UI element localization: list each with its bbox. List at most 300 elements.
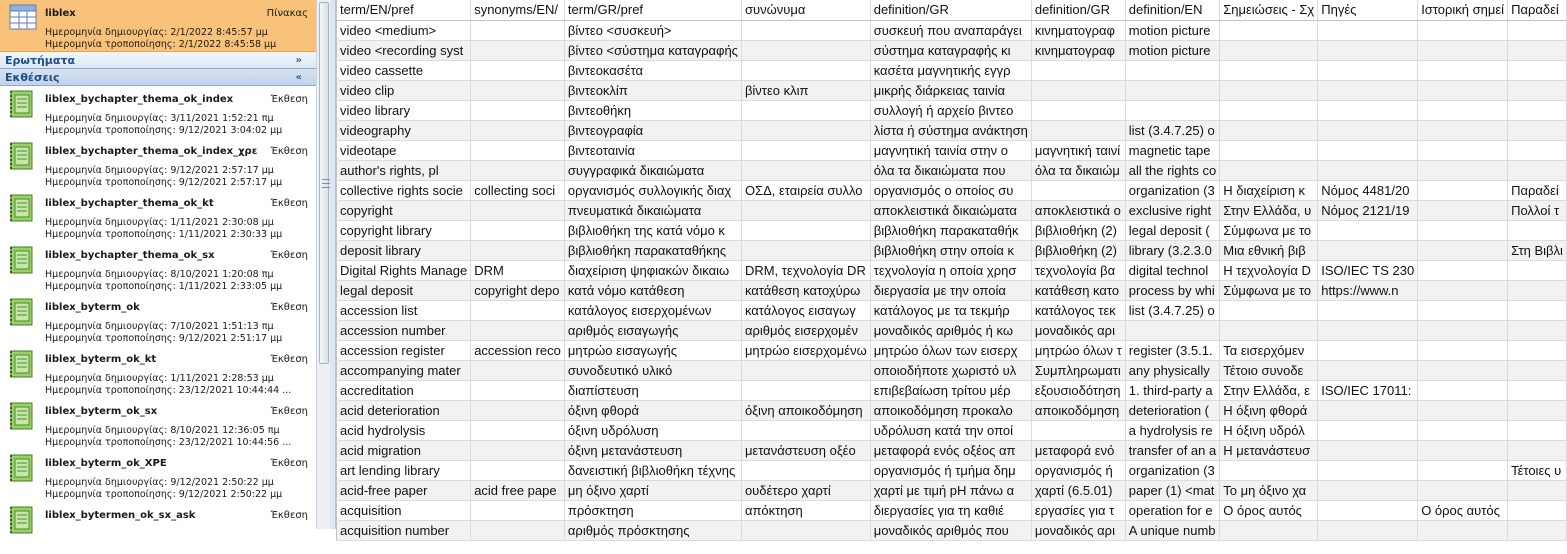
table-cell[interactable]: Το μη όξινο χα [1220, 480, 1318, 500]
table-cell[interactable]: μετανάστευση οξέο [741, 440, 870, 460]
table-cell[interactable]: acid migration [337, 440, 471, 460]
table-cell[interactable]: πνευματικά δικαιώματα [564, 200, 741, 220]
table-cell[interactable] [1318, 360, 1418, 380]
table-cell[interactable] [1508, 300, 1567, 320]
table-cell[interactable]: Η όξινη υδρόλ [1220, 420, 1318, 440]
table-cell[interactable]: αριθμός εισερχομέν [741, 320, 870, 340]
table-cell[interactable]: λίστα ή σύστημα ανάκτηση [870, 120, 1031, 140]
table-row[interactable] [336, 220, 1566, 240]
table-cell[interactable] [471, 420, 565, 440]
table-cell[interactable]: βίντεο <σύστημα καταγραφής [564, 40, 741, 60]
table-cell[interactable]: acid deterioration [337, 400, 471, 420]
table-cell[interactable] [471, 80, 565, 100]
table-cell[interactable] [1418, 280, 1508, 300]
table-row[interactable] [336, 300, 1566, 320]
table-cell[interactable] [1318, 420, 1418, 440]
table-cell[interactable]: video <medium> [337, 20, 471, 40]
table-cell[interactable] [1220, 460, 1318, 480]
table-cell[interactable] [1418, 480, 1508, 500]
table-cell[interactable]: organization (3 [1125, 180, 1219, 200]
table-cell[interactable]: κατάλογος εισαγωγ [741, 300, 870, 320]
table-cell[interactable]: copyright library [337, 220, 471, 240]
table-cell[interactable]: αποκλειστικά ο [1031, 200, 1125, 220]
column-header[interactable]: Ιστορική σημεί [1418, 0, 1508, 20]
table-cell[interactable] [1220, 20, 1318, 40]
table-row[interactable] [336, 420, 1566, 440]
table-cell[interactable]: μαγνητική ταινί [1031, 140, 1125, 160]
column-header[interactable]: term/GR/pref [564, 0, 741, 20]
table-cell[interactable]: εργασίες για τ [1031, 500, 1125, 520]
table-cell[interactable]: κατάλογος εισερχομένων [564, 300, 741, 320]
table-cell[interactable] [1031, 60, 1125, 80]
table-cell[interactable] [1418, 20, 1508, 40]
table-cell[interactable] [1220, 40, 1318, 60]
nav-item-report[interactable] [0, 346, 316, 398]
table-cell[interactable]: author's rights, pl [337, 160, 471, 180]
table-cell[interactable] [1318, 60, 1418, 80]
table-cell[interactable] [741, 100, 870, 120]
table-cell[interactable]: πρόσκτηση [564, 500, 741, 520]
table-cell[interactable] [1318, 440, 1418, 460]
table-cell[interactable]: οργανισμός ο οποίος συ [870, 180, 1031, 200]
column-header[interactable]: Παραδεί [1508, 0, 1567, 20]
table-cell[interactable]: library (3.2.3.0 [1125, 240, 1219, 260]
table-cell[interactable]: βιντεοθήκη [564, 100, 741, 120]
table-cell[interactable]: Στην Ελλάδα, ε [1220, 380, 1318, 400]
table-row[interactable] [336, 400, 1566, 420]
table-cell[interactable]: legal deposit [337, 280, 471, 300]
table-cell[interactable] [1418, 80, 1508, 100]
table-cell[interactable] [1508, 520, 1567, 540]
table-cell[interactable]: Η μετανάστευσ [1220, 440, 1318, 460]
table-cell[interactable]: collecting soci [471, 180, 565, 200]
table-cell[interactable] [1508, 360, 1567, 380]
nav-item-report[interactable] [0, 190, 316, 242]
table-cell[interactable]: Τέτοιο συνοδε [1220, 360, 1318, 380]
table-cell[interactable] [471, 20, 565, 40]
table-cell[interactable] [741, 140, 870, 160]
column-header[interactable]: term/EN/pref [337, 0, 471, 20]
table-cell[interactable]: κινηματογραφ [1031, 20, 1125, 40]
nav-item-report[interactable] [0, 138, 316, 190]
table-cell[interactable]: βιβλιοθήκη της κατά νόμο κ [564, 220, 741, 240]
table-cell[interactable]: acid hydrolysis [337, 420, 471, 440]
table-cell[interactable]: accession reco [471, 340, 565, 360]
table-cell[interactable] [1508, 260, 1567, 280]
nav-item-report[interactable] [0, 398, 316, 450]
table-cell[interactable]: exclusive right [1125, 200, 1219, 220]
table-cell[interactable]: motion picture [1125, 40, 1219, 60]
table-cell[interactable] [741, 520, 870, 540]
table-cell[interactable]: βιντεοκασέτα [564, 60, 741, 80]
table-cell[interactable]: βίντεο <συσκευή> [564, 20, 741, 40]
table-cell[interactable] [1508, 20, 1567, 40]
table-row[interactable] [336, 20, 1566, 40]
table-cell[interactable]: deposit library [337, 240, 471, 260]
table-cell[interactable]: motion picture [1125, 20, 1219, 40]
table-cell[interactable]: μοναδικός αριθμός ή κω [870, 320, 1031, 340]
table-cell[interactable]: αριθμός πρόσκτησης [564, 520, 741, 540]
table-cell[interactable] [1418, 60, 1508, 80]
column-header[interactable]: definition/GR [870, 0, 1031, 20]
column-header[interactable]: definition/EN [1125, 0, 1219, 20]
table-cell[interactable]: όξινη μετανάστευση [564, 440, 741, 460]
table-row[interactable] [336, 480, 1566, 500]
table-cell[interactable]: μητρώο εισερχομένω [741, 340, 870, 360]
table-cell[interactable]: accompanying mater [337, 360, 471, 380]
table-cell[interactable]: συσκευή που αναπαράγει [870, 20, 1031, 40]
table-cell[interactable] [1031, 180, 1125, 200]
table-cell[interactable]: κατάλογος τεκ [1031, 300, 1125, 320]
table-cell[interactable] [471, 120, 565, 140]
table-cell[interactable]: μικρής διάρκειας ταινία [870, 80, 1031, 100]
nav-scrollbar-thumb[interactable] [319, 2, 329, 364]
table-cell[interactable]: ISO/IEC TS 230 [1318, 260, 1418, 280]
table-cell[interactable]: μητρώο όλων τ [1031, 340, 1125, 360]
nav-group-queries[interactable] [0, 52, 316, 69]
table-cell[interactable] [1508, 80, 1567, 100]
table-cell[interactable] [741, 20, 870, 40]
table-cell[interactable]: όλα τα δικαιώμ [1031, 160, 1125, 180]
table-cell[interactable]: Digital Rights Manage [337, 260, 471, 280]
table-cell[interactable] [1508, 500, 1567, 520]
table-cell[interactable]: Νόμος 2121/19 [1318, 200, 1418, 220]
table-cell[interactable]: οργανισμός ή [1031, 460, 1125, 480]
table-cell[interactable]: accreditation [337, 380, 471, 400]
table-cell[interactable] [471, 200, 565, 220]
table-cell[interactable]: acid-free paper [337, 480, 471, 500]
table-row[interactable] [336, 380, 1566, 400]
table-cell[interactable] [1418, 380, 1508, 400]
table-row[interactable] [336, 280, 1566, 300]
table-cell[interactable] [1508, 140, 1567, 160]
table-cell[interactable]: register (3.5.1. [1125, 340, 1219, 360]
table-cell[interactable]: collective rights socie [337, 180, 471, 200]
table-cell[interactable] [1220, 140, 1318, 160]
table-cell[interactable] [471, 160, 565, 180]
table-cell[interactable] [1508, 420, 1567, 440]
table-cell[interactable]: βιβλιοθήκη παρακαταθήκ [870, 220, 1031, 240]
table-cell[interactable]: videography [337, 120, 471, 140]
table-cell[interactable] [1418, 240, 1508, 260]
table-cell[interactable] [1318, 100, 1418, 120]
table-cell[interactable] [1508, 380, 1567, 400]
table-cell[interactable] [1318, 240, 1418, 260]
table-row[interactable] [336, 500, 1566, 520]
table-cell[interactable] [1418, 420, 1508, 440]
table-cell[interactable]: Η όξινη φθορά [1220, 400, 1318, 420]
table-cell[interactable]: process by whi [1125, 280, 1219, 300]
table-cell[interactable] [1220, 160, 1318, 180]
table-cell[interactable]: acquisition number [337, 520, 471, 540]
column-header[interactable]: Σημειώσεις - Σχ [1220, 0, 1318, 20]
table-cell[interactable] [741, 420, 870, 440]
table-cell[interactable]: accession number [337, 320, 471, 340]
table-cell[interactable]: video <recording syst [337, 40, 471, 60]
table-cell[interactable] [471, 380, 565, 400]
table-cell[interactable]: ISO/IEC 17011: [1318, 380, 1418, 400]
table-cell[interactable]: βιβλιοθήκη (2) [1031, 240, 1125, 260]
column-header[interactable]: Πηγές [1318, 0, 1418, 20]
table-cell[interactable]: digital technol [1125, 260, 1219, 280]
table-cell[interactable] [1418, 180, 1508, 200]
table-cell[interactable]: Πολλοί τ [1508, 200, 1567, 220]
table-cell[interactable]: χαρτί με τιμή pH πάνω α [870, 480, 1031, 500]
table-cell[interactable]: βίντεο κλιπ [741, 80, 870, 100]
table-cell[interactable] [1220, 100, 1318, 120]
table-cell[interactable] [1031, 120, 1125, 140]
table-row[interactable] [336, 180, 1566, 200]
table-cell[interactable] [1418, 320, 1508, 340]
table-cell[interactable] [1508, 340, 1567, 360]
table-cell[interactable] [1125, 100, 1219, 120]
table-cell[interactable]: βιβλιοθήκη παρακαταθήκης [564, 240, 741, 260]
table-cell[interactable] [1125, 80, 1219, 100]
table-cell[interactable] [1031, 80, 1125, 100]
table-cell[interactable]: συλλογή ή αρχείο βιντεο [870, 100, 1031, 120]
table-cell[interactable] [1318, 160, 1418, 180]
table-cell[interactable] [741, 360, 870, 380]
table-cell[interactable] [1508, 40, 1567, 60]
table-cell[interactable] [1220, 300, 1318, 320]
table-cell[interactable]: any physically [1125, 360, 1219, 380]
table-cell[interactable]: Στην Ελλάδα, υ [1220, 200, 1318, 220]
table-cell[interactable] [1318, 480, 1418, 500]
table-cell[interactable]: organization (3 [1125, 460, 1219, 480]
table-cell[interactable] [1418, 100, 1508, 120]
table-cell[interactable] [1318, 320, 1418, 340]
table-cell[interactable]: Σύμφωνα με το [1220, 220, 1318, 240]
table-cell[interactable] [1418, 160, 1508, 180]
table-cell[interactable]: επιβεβαίωση τρίτου μέρ [870, 380, 1031, 400]
table-cell[interactable]: βιντεογραφία [564, 120, 741, 140]
table-cell[interactable]: 1. third-party a [1125, 380, 1219, 400]
table-cell[interactable]: DRM [471, 260, 565, 280]
table-cell[interactable]: μοναδικός αρι [1031, 520, 1125, 540]
table-cell[interactable] [471, 40, 565, 60]
table-row[interactable] [336, 100, 1566, 120]
table-cell[interactable] [471, 240, 565, 260]
table-cell[interactable] [1318, 20, 1418, 40]
table-cell[interactable]: χαρτί (6.5.01) [1031, 480, 1125, 500]
table-row[interactable] [336, 60, 1566, 80]
table-cell[interactable] [1508, 320, 1567, 340]
table-cell[interactable]: Ο όρος αυτός [1418, 500, 1508, 520]
table-cell[interactable]: legal deposit ( [1125, 220, 1219, 240]
table-cell[interactable]: όξινη αποικοδόμηση [741, 400, 870, 420]
table-cell[interactable]: αποκλειστικά δικαιώματα [870, 200, 1031, 220]
table-cell[interactable]: video cassette [337, 60, 471, 80]
table-cell[interactable]: βιντεοκλίπ [564, 80, 741, 100]
table-cell[interactable] [741, 160, 870, 180]
table-row[interactable] [336, 520, 1566, 540]
table-cell[interactable]: A unique numb [1125, 520, 1219, 540]
table-cell[interactable]: videotape [337, 140, 471, 160]
table-cell[interactable]: Στη Βιβλι [1508, 240, 1567, 260]
table-row[interactable] [336, 120, 1566, 140]
table-cell[interactable] [741, 240, 870, 260]
nav-scrollbar[interactable] [316, 0, 330, 529]
table-cell[interactable] [1418, 140, 1508, 160]
table-row[interactable] [336, 80, 1566, 100]
table-cell[interactable]: όλα τα δικαιώματα που [870, 160, 1031, 180]
table-cell[interactable] [471, 520, 565, 540]
table-cell[interactable] [1508, 220, 1567, 240]
table-cell[interactable] [1318, 460, 1418, 480]
table-cell[interactable]: αποικοδόμηση προκαλο [870, 400, 1031, 420]
table-cell[interactable]: κατά νόμο κατάθεση [564, 280, 741, 300]
table-cell[interactable]: art lending library [337, 460, 471, 480]
table-cell[interactable] [1125, 60, 1219, 80]
nav-item-report[interactable] [0, 450, 316, 502]
table-cell[interactable] [1418, 200, 1508, 220]
table-cell[interactable] [1318, 120, 1418, 140]
collapse-chevron-icon[interactable]: « [295, 72, 302, 83]
table-cell[interactable] [1220, 320, 1318, 340]
table-cell[interactable] [1418, 520, 1508, 540]
table-cell[interactable]: μητρώο εισαγωγής [564, 340, 741, 360]
table-cell[interactable] [1220, 520, 1318, 540]
table-cell[interactable]: απόκτηση [741, 500, 870, 520]
table-cell[interactable]: κατάλογος με τα τεκμήρ [870, 300, 1031, 320]
table-cell[interactable]: κινηματογραφ [1031, 40, 1125, 60]
table-cell[interactable]: μαγνητική ταινία στην ο [870, 140, 1031, 160]
table-cell[interactable]: συγγραφικά δικαιώματα [564, 160, 741, 180]
table-cell[interactable]: list (3.4.7.25) o [1125, 120, 1219, 140]
table-cell[interactable] [741, 380, 870, 400]
table-cell[interactable] [471, 440, 565, 460]
table-cell[interactable]: τεχνολογία βα [1031, 260, 1125, 280]
table-cell[interactable] [741, 40, 870, 60]
table-cell[interactable]: κατάθεση κατο [1031, 280, 1125, 300]
table-cell[interactable] [471, 140, 565, 160]
table-cell[interactable] [1508, 100, 1567, 120]
table-cell[interactable] [1318, 220, 1418, 240]
table-cell[interactable]: βιβλιοθήκη (2) [1031, 220, 1125, 240]
table-cell[interactable]: Η τεχνολογία D [1220, 260, 1318, 280]
table-cell[interactable] [1125, 320, 1219, 340]
table-cell[interactable]: δανειστική βιβλιοθήκη τέχνης [564, 460, 741, 480]
table-cell[interactable]: list (3.4.7.25) o [1125, 300, 1219, 320]
table-cell[interactable]: Τέτοιες υ [1508, 460, 1567, 480]
nav-item-table[interactable] [0, 0, 316, 52]
table-cell[interactable] [1508, 120, 1567, 140]
table-cell[interactable]: Παραδεί [1508, 180, 1567, 200]
table-cell[interactable]: DRM, τεχνολογία DR [741, 260, 870, 280]
nav-item-report[interactable] [0, 242, 316, 294]
table-row[interactable] [336, 240, 1566, 260]
table-cell[interactable]: βιβλιοθήκη στην οποία κ [870, 240, 1031, 260]
table-cell[interactable]: μη όξινο χαρτί [564, 480, 741, 500]
table-cell[interactable] [1508, 440, 1567, 460]
table-cell[interactable] [741, 200, 870, 220]
table-cell[interactable]: αριθμός εισαγωγής [564, 320, 741, 340]
table-cell[interactable] [741, 460, 870, 480]
table-cell[interactable]: paper (1) <mat [1125, 480, 1219, 500]
table-cell[interactable] [1220, 120, 1318, 140]
table-cell[interactable]: accession list [337, 300, 471, 320]
table-cell[interactable]: Μια εθνική βιβ [1220, 240, 1318, 260]
table-cell[interactable] [1418, 440, 1508, 460]
table-cell[interactable] [1318, 80, 1418, 100]
table-cell[interactable] [471, 400, 565, 420]
nav-group-reports[interactable] [0, 69, 316, 86]
table-row[interactable] [336, 320, 1566, 340]
table-cell[interactable]: Τα εισερχόμεν [1220, 340, 1318, 360]
table-cell[interactable]: διαπίστευση [564, 380, 741, 400]
table-cell[interactable]: υδρόλυση κατά την οποί [870, 420, 1031, 440]
table-cell[interactable]: a hydrolysis re [1125, 420, 1219, 440]
table-cell[interactable]: μοναδικός αρι [1031, 320, 1125, 340]
table-cell[interactable]: ΟΣΔ, εταιρεία συλλο [741, 180, 870, 200]
column-header[interactable]: synonyms/EN/ [471, 0, 565, 20]
table-cell[interactable] [1418, 120, 1508, 140]
table-cell[interactable]: τεχνολογία η οποία χρησ [870, 260, 1031, 280]
table-cell[interactable]: deterioration ( [1125, 400, 1219, 420]
table-cell[interactable]: Συμπληρωματι [1031, 360, 1125, 380]
table-row[interactable] [336, 260, 1566, 280]
table-cell[interactable]: all the rights co [1125, 160, 1219, 180]
table-cell[interactable]: Η διαχείριση κ [1220, 180, 1318, 200]
table-cell[interactable] [1508, 280, 1567, 300]
table-cell[interactable] [1318, 500, 1418, 520]
table-cell[interactable]: αποικοδόμηση [1031, 400, 1125, 420]
table-cell[interactable]: ουδέτερο χαρτί [741, 480, 870, 500]
table-cell[interactable] [1418, 260, 1508, 280]
table-cell[interactable]: accession register [337, 340, 471, 360]
table-cell[interactable] [1508, 60, 1567, 80]
table-cell[interactable]: Νόμος 4481/20 [1318, 180, 1418, 200]
table-cell[interactable]: όξινη υδρόλυση [564, 420, 741, 440]
table-cell[interactable]: acid free pape [471, 480, 565, 500]
table-cell[interactable]: διαχείριση ψηφιακών δικαιω [564, 260, 741, 280]
table-cell[interactable] [1418, 300, 1508, 320]
table-cell[interactable] [1318, 520, 1418, 540]
table-cell[interactable] [471, 60, 565, 80]
table-cell[interactable]: acquisition [337, 500, 471, 520]
table-cell[interactable] [1418, 220, 1508, 240]
table-cell[interactable] [1318, 140, 1418, 160]
table-cell[interactable] [1418, 360, 1508, 380]
table-cell[interactable]: copyright [337, 200, 471, 220]
table-cell[interactable] [1031, 420, 1125, 440]
table-cell[interactable] [1318, 340, 1418, 360]
table-cell[interactable] [1220, 80, 1318, 100]
table-cell[interactable] [471, 500, 565, 520]
table-cell[interactable] [741, 60, 870, 80]
table-cell[interactable]: operation for e [1125, 500, 1219, 520]
table-row[interactable] [336, 140, 1566, 160]
table-row[interactable] [336, 360, 1566, 380]
table-cell[interactable] [471, 220, 565, 240]
table-cell[interactable]: οποιοδήποτε χωριστό υλ [870, 360, 1031, 380]
table-cell[interactable] [741, 220, 870, 240]
table-row[interactable] [336, 40, 1566, 60]
table-row[interactable] [336, 440, 1566, 460]
table-cell[interactable]: κατάθεση κατοχύρω [741, 280, 870, 300]
table-cell[interactable] [471, 460, 565, 480]
table-cell[interactable] [1418, 340, 1508, 360]
table-cell[interactable] [1220, 60, 1318, 80]
table-cell[interactable] [1508, 400, 1567, 420]
table-cell[interactable]: κασέτα μαγνητικής εγγρ [870, 60, 1031, 80]
nav-item-report[interactable] [0, 294, 316, 346]
column-header[interactable]: definition/GR [1031, 0, 1125, 20]
table-cell[interactable] [741, 120, 870, 140]
table-cell[interactable]: οργανισμός συλλογικής διαχ [564, 180, 741, 200]
table-row[interactable] [336, 460, 1566, 480]
table-cell[interactable] [1418, 40, 1508, 60]
